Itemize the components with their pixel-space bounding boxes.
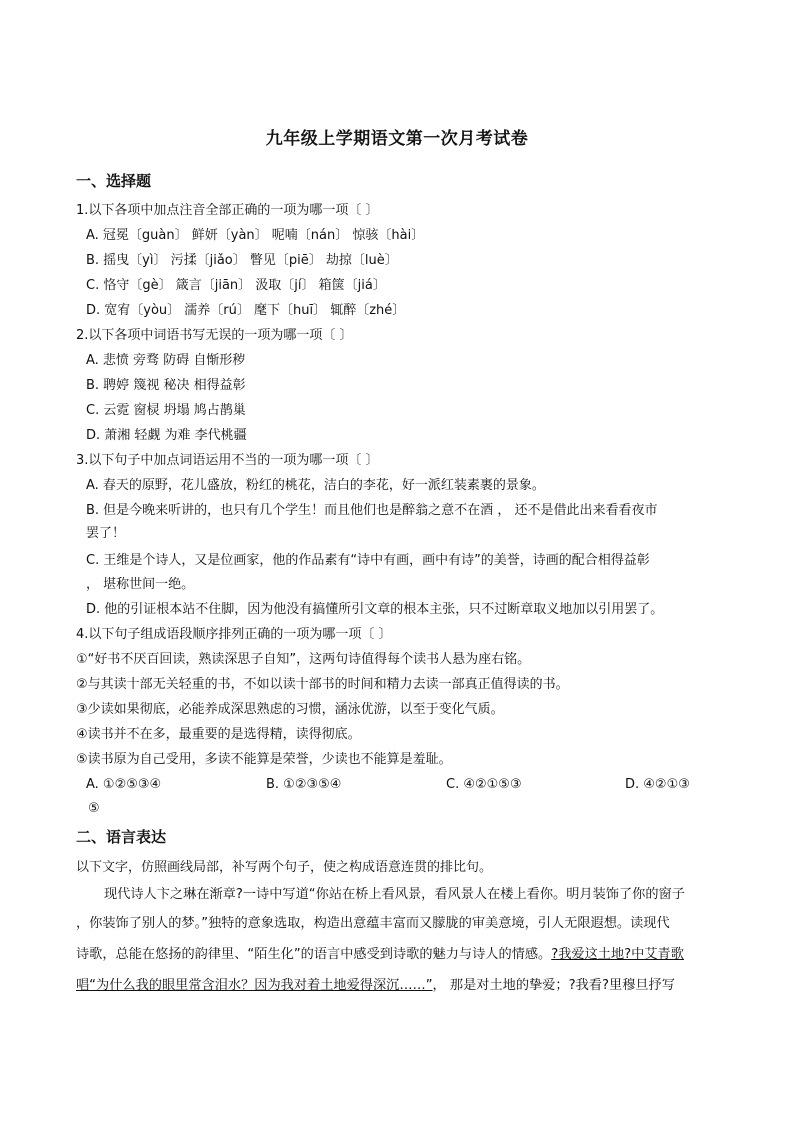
question-2-option-d: D. 萧湘 轻觑 为难 李代桃疆 [86,428,247,443]
question-1-stem: 1.以下各项中加点注音全部正确的一项为哪一项〔 〕 [76,203,379,218]
question-1-option-a: A. 冠冕〔guàn〕 鲜妍〔yàn〕 呢喃〔nán〕 惊骇〔hài〕 [86,228,425,243]
question-4-option-a: A. ①②⑤③④ [86,777,162,792]
question-4-stem: 4.以下句子组成语段顺序排列正确的一项为哪一项〔 〕 [76,627,392,642]
question-3-option-c-line1: C. 王维是个诗人，又是位画家，他的作品素有“诗中有画，画中有诗”的美誉，诗画的配合相得益彰 [86,553,650,568]
question-2-option-c: C. 云霓 窗棂 坍塌 鸠占鹊巢 [86,403,246,418]
question-2-stem: 2.以下各项中词语书写无误的一项为哪一项〔 〕 [76,328,353,343]
question-2-option-b: B. 聘婷 篾视 秘决 相得益彰 [86,378,246,393]
question-4-sentence-4: ④读书并不在多，最重要的是选得精，读得彻底。 [76,727,361,742]
section-heading-expression: 二、语言表达 [76,828,167,846]
question-3-stem: 3.以下句子中加点词语运用不当的一项为哪一项〔 〕 [76,453,379,468]
question-1-option-b: B. 摇曳〔yì〕 污揉〔jiǎo〕 瞥见〔piē〕 劫掠〔luè〕 [86,253,398,268]
question-3-option-b-line1: B. 但是今晚来听讲的，也只有几个学生！而且他们也是醉翁之意不在酒 ， 还不是借此出来看看夜市 [86,503,658,518]
passage-line-3 [76,946,684,964]
question-2-option-a: A. 悲愤 旁骛 防碍 自惭形秽 [86,353,246,368]
question-4-sentence-1: ①“好书不厌百回读，熟读深思子自知”，这两句诗值得每个读书人悬为座右铭。 [76,652,531,667]
question-1-option-c: C. 恪守〔gè〕 箴言〔jiān〕 汲取〔jí〕 箱箧〔jiá〕 [86,278,386,293]
page-title: 九年级上学期语文第一次月考试卷 [265,129,529,149]
passage-line-4-separator: ， 那是对土地的挚爱；?我看?里穆旦抒写 [432,978,675,993]
passage-line-3-underlined: ?我爱这土地?中艾青歌 [551,947,684,962]
expression-instruction: 以下文字，仿照画线局部，补写两个句子，使之构成语意连贯的排比句。 [76,860,493,875]
question-4-sentence-2: ②与其读十部无关轻重的书，不如以读十部书的时间和精力去读一部真正值得读的书。 [76,677,569,692]
passage-line-1: 现代诗人卞之琳在渐章?一诗中写道“你站在桥上看风景，看风景人在楼上看你。明月装饰了你的窗子 [104,887,685,902]
passage-line-4-underlined: 唱“为什么我的眼里常含泪水？因为我对着土地爱得深沉……” [76,978,433,993]
passage-line-3-text: 诗歌，总能在悠扬的韵律里、“陌生化”的语言中感受到诗歌的魅力与诗人的情感。 [76,947,552,962]
question-4-option-c: C. ④②①⑤③ [446,777,522,792]
question-4-option-b: B. ①②③⑤④ [266,777,342,792]
question-4-option-d: D. ④②①③ [625,777,690,792]
passage-line-4 [76,977,675,995]
passage-line-2: ，你装饰了别人的梦。”独特的意象选取，构造出意蕴丰富而又朦胧的审美意境，引人无限遐想。读现代 [76,916,670,931]
question-1-option-d: D. 宽宥〔yòu〕 濡养〔rú〕 麾下〔huī〕 辄醉〔zhé〕 [86,303,406,318]
question-4-option-d-continued: ⑤ [88,801,100,816]
question-4-sentence-3: ③少读如果彻底，必能养成深思熟虑的习惯，涵泳优游，以至于变化气质。 [76,702,504,717]
question-3-option-c-line2: ， 堪称世间一绝。 [86,577,195,592]
question-3-option-a: A. 春天的原野，花儿盛放，粉红的桃花，洁白的李花，好一派红装素裹的景象。 [86,478,545,493]
question-3-option-b-line2: 罢了！ [86,526,126,541]
question-3-option-d: D. 他的引证根本站不住脚，因为他没有搞懂所引文章的根本主张，只不过断章取义地加以引用罢了。 [86,602,664,617]
question-4-sentence-5: ⑤读书原为自己受用，多读不能算是荣誉，少读也不能算是羞耻。 [76,752,452,767]
section-heading-choice: 一、选择题 [76,172,152,190]
